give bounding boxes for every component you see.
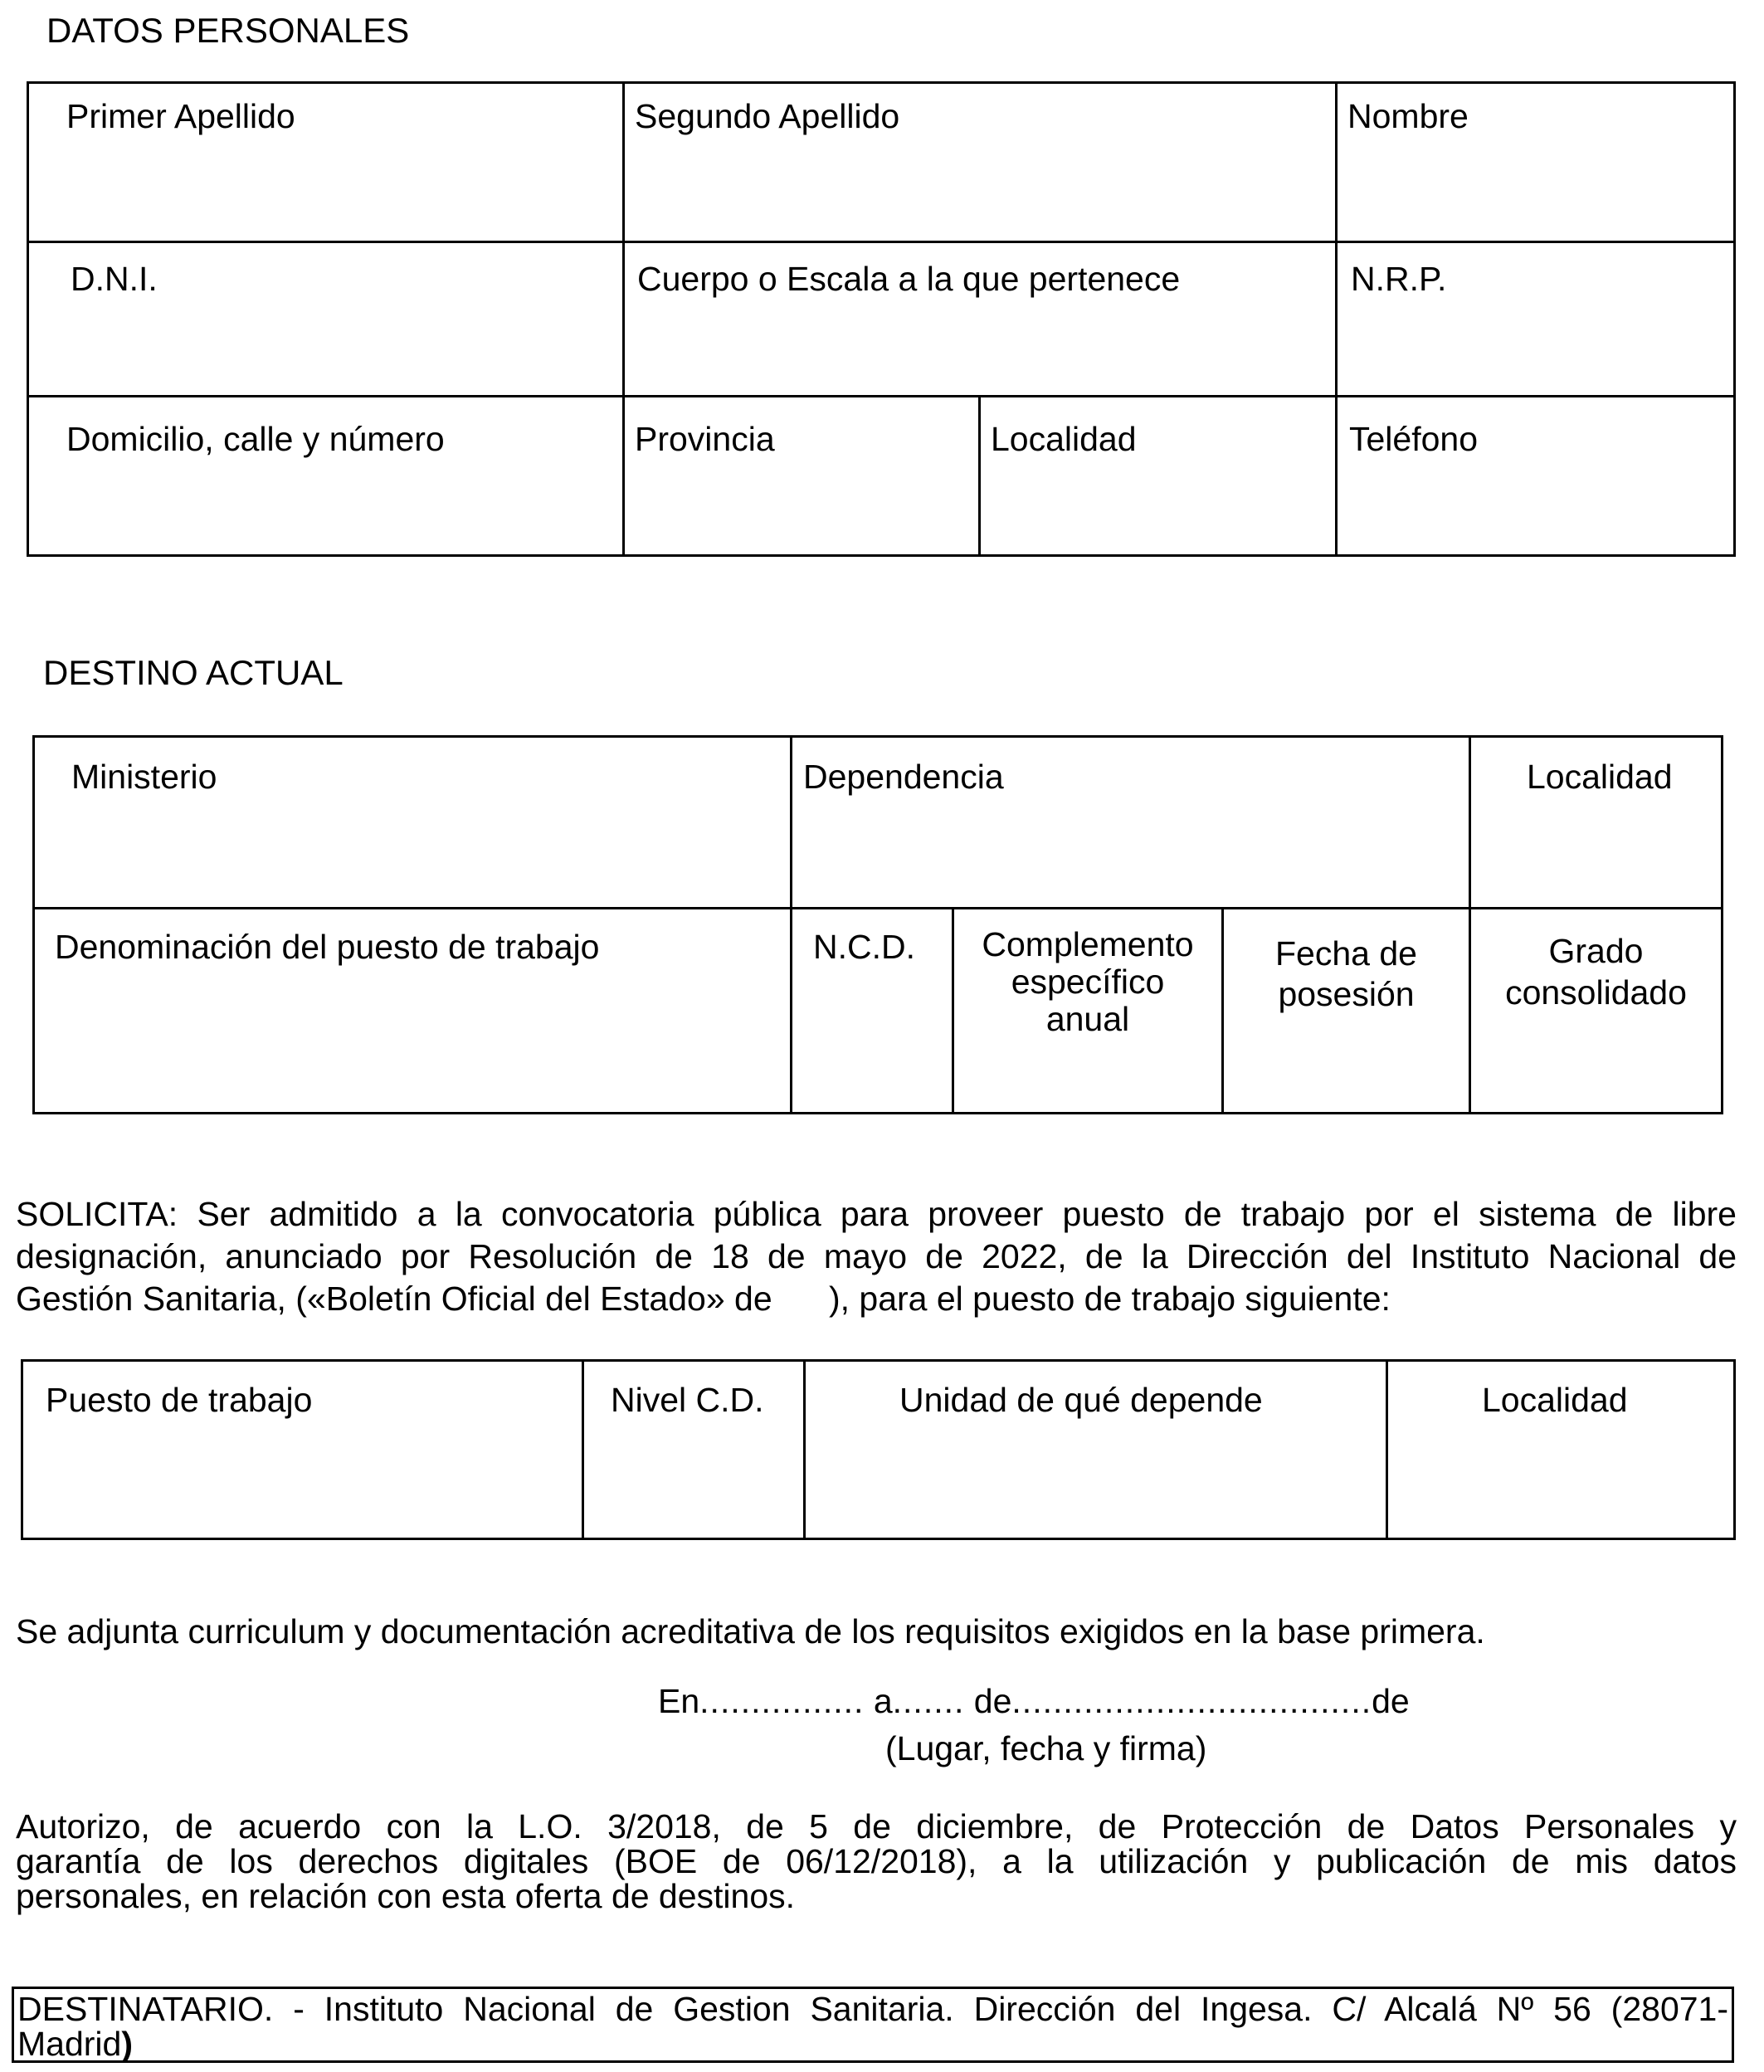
field-label-telefono: Teléfono bbox=[1349, 420, 1479, 458]
field-label-dni: D.N.I. bbox=[71, 260, 158, 298]
section-heading-destino-actual: DESTINO ACTUAL bbox=[43, 653, 344, 692]
destinatario-line1: DESTINATARIO. - Instituto Nacional de Gestion Sanitaria. Dirección del Ingesa. C/ Alcalá Nº 56 (28071- bbox=[17, 1990, 1728, 2028]
field-label-unidad-depende: Unidad de qué depende bbox=[899, 1381, 1263, 1419]
field-label-localidad: Localidad bbox=[991, 420, 1137, 458]
field-label-localidad-puesto: Localidad bbox=[1482, 1381, 1628, 1419]
field-label-ministerio: Ministerio bbox=[71, 758, 217, 796]
field-label-nrp: N.R.P. bbox=[1351, 260, 1447, 298]
field-label-segundo-apellido: Segundo Apellido bbox=[635, 97, 900, 135]
field-label-puesto-trabajo: Puesto de trabajo bbox=[46, 1381, 313, 1419]
field-label-domicilio: Domicilio, calle y número bbox=[66, 420, 445, 458]
field-label-dependencia: Dependencia bbox=[803, 758, 1004, 796]
field-label-nombre: Nombre bbox=[1347, 97, 1469, 135]
field-label-provincia: Provincia bbox=[635, 420, 775, 458]
autorizo-paragraph: Autorizo, de acuerdo con la L.O. 3/2018, de 5 de diciembre, de Protección de Datos Personales y garantía de los derechos digitales (BOE de 06/12/2018), a la utilización y publicación de mis datos personales, en relación con esta oferta de destinos. bbox=[16, 1807, 1737, 1915]
field-label-nivel-cd: Nivel C.D. bbox=[611, 1381, 764, 1419]
field-label-localidad-destino: Localidad bbox=[1527, 758, 1673, 796]
field-label-denominacion-puesto: Denominación del puesto de trabajo bbox=[55, 928, 600, 966]
field-label-ncd: N.C.D. bbox=[813, 928, 915, 966]
field-label-complemento-especifico: Complemento específico anual bbox=[982, 925, 1194, 1038]
solicita-paragraph: SOLICITA: Ser admitido a la convocatoria pública para proveer puesto de trabajo por el sistema de libre designación, anunciado por Resolución de 18 de mayo de 2022, de la Dirección del Instituto Nacional de Gestión Sanitaria, («Boletín Oficial del Estado» de ), para el puesto de trabajo siguiente: bbox=[16, 1195, 1737, 1318]
destinatario-box bbox=[12, 1987, 1734, 2063]
field-label-grado-consolidado: Grado consolidado bbox=[1505, 932, 1687, 1012]
signature-caption: (Lugar, fecha y firma) bbox=[885, 1729, 1207, 1767]
field-label-fecha-posesion: Fecha de posesión bbox=[1275, 934, 1417, 1013]
section-heading-datos-personales: DATOS PERSONALES bbox=[46, 11, 410, 50]
field-label-cuerpo-escala: Cuerpo o Escala a la que pertenece bbox=[637, 260, 1181, 298]
destinatario-line2: Madrid) bbox=[17, 2025, 133, 2063]
signature-line: En................ a....... de...................................de bbox=[658, 1682, 1410, 1720]
adjunta-statement: Se adjunta curriculum y documentación acreditativa de los requisitos exigidos en la base primera. bbox=[16, 1612, 1485, 1650]
field-label-primer-apellido: Primer Apellido bbox=[66, 97, 295, 135]
